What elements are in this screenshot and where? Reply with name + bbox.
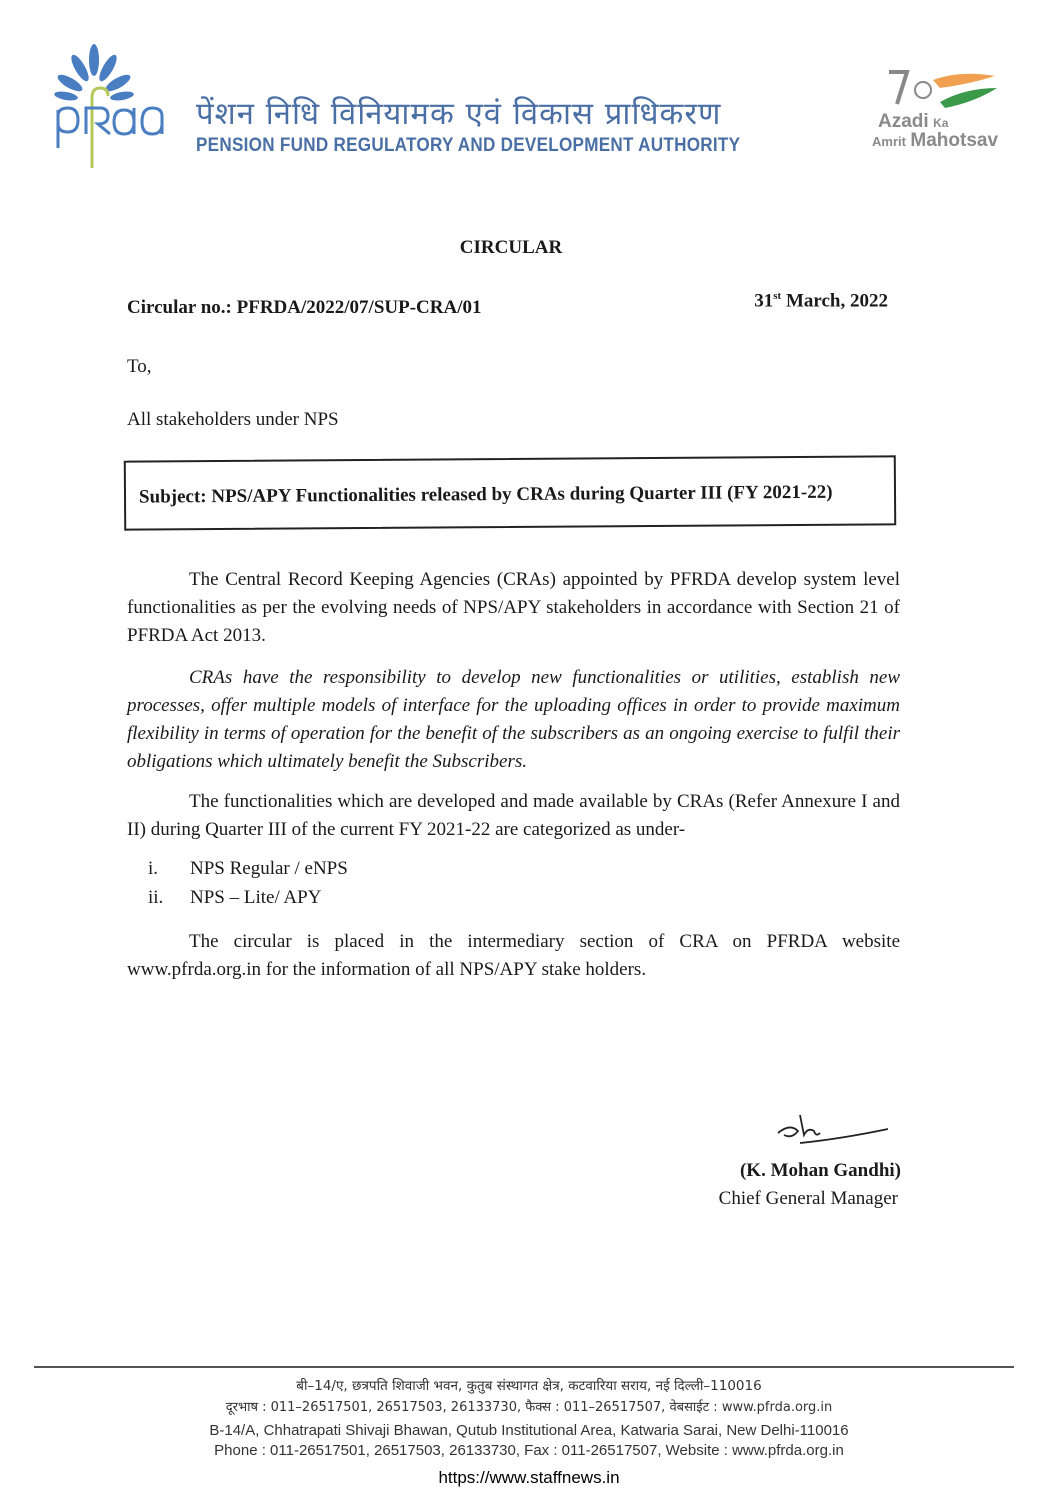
- list-item: [148, 883, 900, 912]
- signatory-title: Chief General Manager: [718, 1188, 898, 1209]
- paragraph-1: The Central Record Keeping Agencies (CRAs) appointed by PFRDA develop system level functionalities as per the evolving needs of NPS/APY stakeholders in accordance with Section 21 of PFRDA Act 2013.: [127, 569, 900, 646]
- org-name-hindi: पेंशन निधि विनियामक एवं विकास प्राधिकरण: [196, 96, 722, 132]
- paragraph-2: CRAs have the responsibility to develop new functionalities or utilities, establish new processes, offer multiple models of interface for the uploading offices in order to provide maximum flexibility in terms of operation for the benefit of the subscribers as an ongoing exercise to fulfil their obligations which ultimately benefit the Subscribers.: [127, 667, 900, 772]
- tricolor-flag-icon: [885, 62, 1005, 110]
- paragraph-3: The functionalities which are developed and made available by CRAs (Refer Annexure I and II) during Quarter III of the current FY 2021-22 are categorized as under-: [127, 791, 900, 840]
- footer-hindi-contact: दूरभाष : 011–26517501, 26517503, 26133730, फैक्स : 011–26517507, वेबसाईट : www.pfrda.org.in: [225, 1400, 833, 1415]
- footer-english-address: B-14/A, Chhatrapati Shivaji Bhawan, Qutub Institutional Area, Katwaria Sarai, New Delhi-110016: [209, 1422, 849, 1439]
- circular-number: Circular no.: PFRDA/2022/07/SUP-CRA/01: [127, 297, 482, 318]
- paragraph-4: The circular is placed in the intermediary section of CRA on PFRDA website www.pfrda.org.in for the information of all NPS/APY stake holders.: [127, 931, 900, 980]
- list-item: [148, 854, 900, 883]
- date-rest: March, 2022: [781, 290, 888, 312]
- date-suffix: st: [773, 290, 782, 302]
- list-number: i.: [148, 858, 159, 879]
- azadi-word: Azadi: [878, 111, 929, 132]
- list-text: NPS Regular / eNPS: [190, 858, 348, 879]
- date-day: 31: [754, 290, 774, 312]
- salutation-to: To,: [127, 356, 152, 377]
- footer-english-contact: Phone : 011-26517501, 26517503, 26133730, Fax : 011-26517507, Website : www.pfrda.org.in: [214, 1442, 844, 1459]
- mahotsav-word: Mahotsav: [910, 130, 999, 151]
- document-title: CIRCULAR: [459, 237, 563, 258]
- azadi-logo: [885, 62, 1005, 115]
- addressee: All stakeholders under NPS: [127, 409, 339, 430]
- circular-body: [127, 566, 900, 984]
- circular-date: [754, 290, 888, 312]
- lotus-icon: [52, 38, 177, 173]
- signatory-name: (K. Mohan Gandhi): [739, 1160, 901, 1181]
- subject-text: Subject: NPS/APY Functionalities released by CRAs during Quarter III (FY 2021-22): [138, 481, 833, 508]
- signature-icon: [770, 1105, 900, 1155]
- footer-hindi-address: बी–14/ए, छत्रपति शिवाजी भवन, कुतुब संस्थागत क्षेत्र, कटवारिया सराय, नई दिल्ली–110016: [296, 1378, 762, 1394]
- pfrda-logo: [52, 38, 177, 173]
- list-text: NPS – Lite/ APY: [190, 887, 322, 908]
- list-number: ii.: [148, 887, 164, 908]
- amrit-word: Amrit: [872, 134, 906, 149]
- watermark-link[interactable]: https://www.staffnews.in: [438, 1468, 620, 1487]
- signature: [770, 1105, 900, 1160]
- azadi-text: [872, 112, 998, 150]
- subject-box: [124, 455, 896, 530]
- footer-divider: [34, 1366, 1014, 1368]
- org-name-english: PENSION FUND REGULATORY AND DEVELOPMENT AUTHORITY: [196, 135, 741, 156]
- ka-word: Ka: [933, 116, 949, 130]
